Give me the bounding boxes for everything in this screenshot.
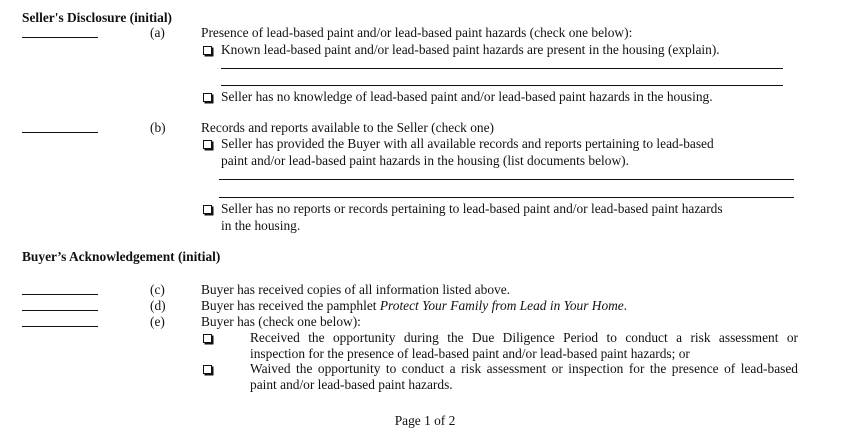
explain-line-2[interactable] [221,85,783,86]
received-opportunity-label-line2: inspection for the presence of lead-based paint and/or lead-based paint hazards; or [250,346,690,361]
item-c-letter: (c) [150,282,165,297]
records-provided-label-line2: paint and/or lead-based paint hazards in the housing (list documents below). [221,153,629,168]
explain-line-1[interactable] [221,68,783,69]
records-provided-checkbox[interactable] [203,140,212,149]
item-e-title: Buyer has (check one below): [201,314,361,329]
records-provided-label-line1: Seller has provided the Buyer with all available records and reports pertaining to lead-based [221,136,714,151]
item-a-title: Presence of lead-based paint and/or lead-based paint hazards (check one below): [201,25,633,40]
item-a-letter: (a) [150,25,165,40]
documents-line-1[interactable] [219,179,794,180]
item-d-text-suffix: . [623,298,628,313]
buyer-acknowledgement-heading: Buyer’s Acknowledgement (initial) [22,249,221,264]
no-records-label-line1: Seller has no reports or records pertaining to lead-based paint and/or lead-based paint hazards [221,201,723,216]
no-knowledge-label: Seller has no knowledge of lead-based paint and/or lead-based paint hazards in the housing. [221,89,713,104]
buyer-initial-e-line[interactable] [22,326,98,327]
received-opportunity-checkbox[interactable] [203,334,212,343]
waived-opportunity-label-line2: paint and/or lead-based paint hazards. [250,377,453,392]
pamphlet-title: Protect Your Family from Lead in Your Home [379,298,624,313]
buyer-initial-d-line[interactable] [22,310,98,311]
seller-disclosure-heading: Seller's Disclosure (initial) [22,10,173,25]
item-d-text [201,299,627,312]
item-d-letter: (d) [150,298,166,313]
no-knowledge-checkbox[interactable] [203,93,212,102]
waived-opportunity-label-line1: Waived the opportunity to conduct a risk assessment or inspection for the presence of lead-based [250,361,798,376]
item-c-text: Buyer has received copies of all information listed above. [201,282,510,297]
item-b-title: Records and reports available to the Seller (check one) [201,120,494,135]
no-records-checkbox[interactable] [203,205,212,214]
seller-initial-a-line[interactable] [22,37,98,38]
item-b-letter: (b) [150,120,166,135]
documents-line-2[interactable] [219,197,794,198]
known-hazards-label: Known lead-based paint and/or lead-based paint hazards are present in the housing (explain). [221,42,720,57]
no-records-label-line2: in the housing. [221,218,301,233]
seller-initial-b-line[interactable] [22,132,98,133]
received-opportunity-label-line1: Received the opportunity during the Due Diligence Period to conduct a risk assessment or [250,330,798,345]
waived-opportunity-checkbox[interactable] [203,365,212,374]
buyer-initial-c-line[interactable] [22,294,98,295]
page-number: Page 1 of 2 [394,413,456,428]
item-e-letter: (e) [150,314,165,329]
item-d-text-prefix: Buyer has received the pamphlet [201,298,380,313]
known-hazards-checkbox[interactable] [203,46,212,55]
